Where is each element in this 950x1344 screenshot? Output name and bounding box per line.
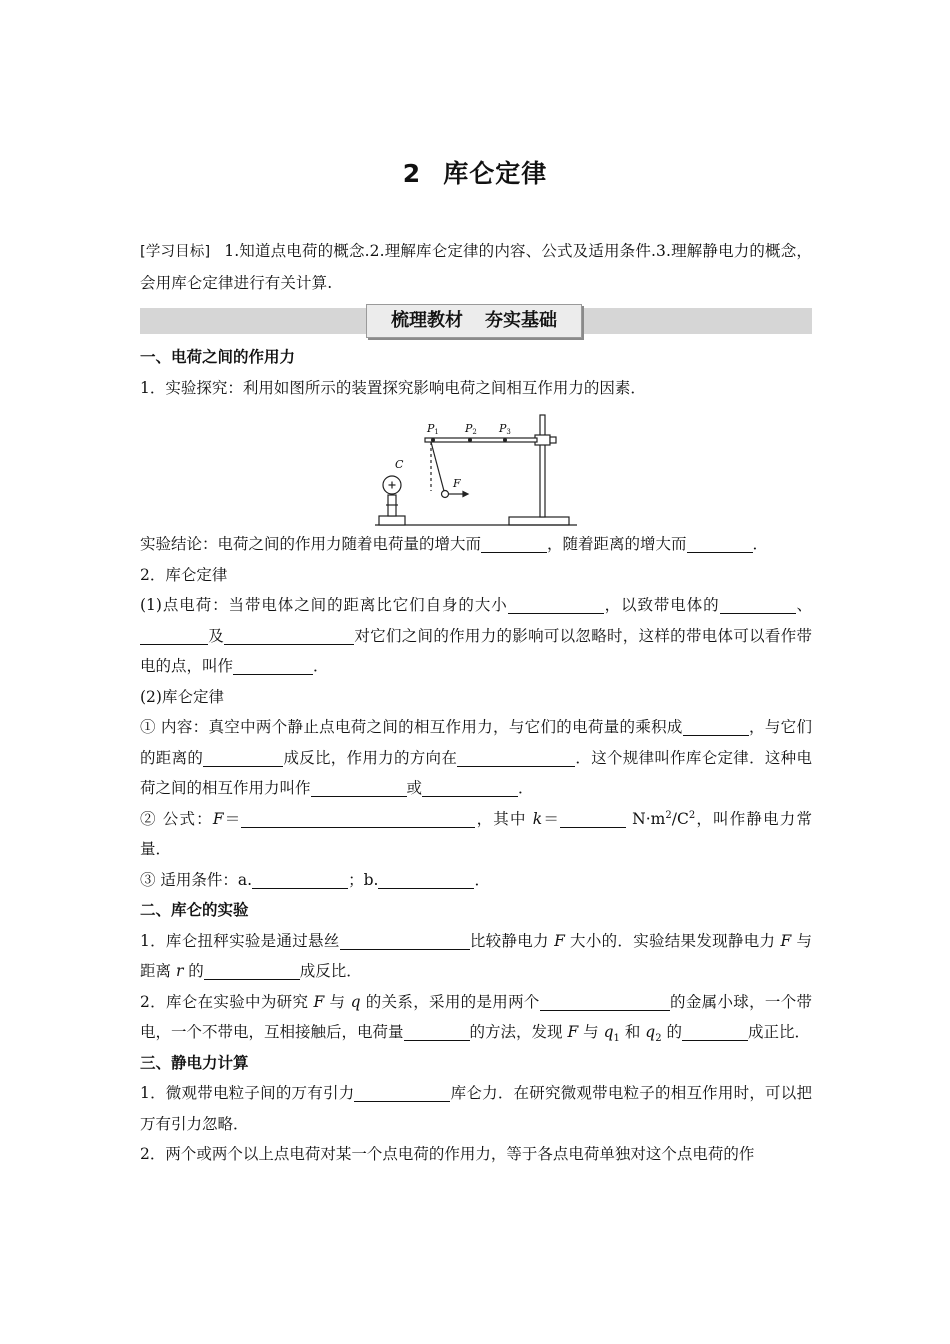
stand-rod (540, 415, 545, 517)
band-left-text: 梳理教材 (391, 309, 463, 331)
blank[interactable] (422, 778, 518, 797)
experiment-figure (371, 405, 581, 529)
gravity-item: 1．微观带电粒子间的万有引力 库仑力．在研究微观带电粒子的相互作用时，可以把万有引力忽略． (140, 1084, 812, 1133)
law-formula: ② 公式：F＝ ，其中 $k= N\cdot m^2/C^2$，叫作静电力常量． (140, 809, 812, 858)
hanging-ball (442, 491, 449, 498)
heading-2: 二、库仑的实验 (140, 901, 249, 919)
blank[interactable] (241, 809, 475, 828)
section-band (140, 308, 812, 334)
conclusion: 实验结论：电荷之间的作用力随着电荷量的增大而 ，随着距离的增大而 ． (140, 535, 769, 553)
heading-1: 一、电荷之间的作用力 (140, 348, 296, 366)
c-base (379, 516, 405, 525)
heading-3: 三、静电力计算 (140, 1053, 249, 1072)
blank[interactable] (560, 809, 626, 828)
band-right-text: 夯实基础 (485, 309, 557, 331)
blank[interactable] (540, 992, 670, 1011)
stand-clamp-knob (550, 437, 556, 443)
blank[interactable] (203, 748, 283, 767)
stand-base (509, 517, 569, 525)
content (140, 236, 812, 1170)
blank[interactable] (481, 534, 547, 553)
blank[interactable] (508, 595, 604, 614)
blank[interactable] (682, 1022, 748, 1041)
blank[interactable] (311, 778, 407, 797)
title-text: 库仑定律 (443, 159, 548, 188)
blank[interactable] (340, 931, 470, 950)
force-arrow-head (463, 492, 468, 497)
coulomb-law-subheading: (2)库仑定律 (140, 687, 224, 706)
charge-sharing-item: 2．库仑在实验中为研究 F 与 q 的关系，采用的是用两个 的金属小球，一个带电，一个不带电，互相接触后，电荷量 的方法，发现 F 与 $q_1$ 和 $q_2$ 的 成正比． (140, 992, 813, 1045)
law-conditions: ③ 适用条件：a. ；b. ． (140, 870, 490, 889)
section-band-label (366, 304, 582, 338)
blank[interactable] (687, 534, 753, 553)
superposition-item: 2．两个或两个以上点电荷对某一个点电荷的作用力，等于各点电荷单独对这个点电荷的作 (140, 1145, 755, 1163)
blank[interactable] (140, 626, 208, 645)
page-title (0, 154, 950, 190)
blank[interactable] (354, 1083, 450, 1102)
learning-objectives (140, 236, 812, 298)
law-content: ① 内容：真空中两个静止点电荷之间的相互作用力，与它们的电荷量的乘积成 ，与它们的距离的 成反比，作用力的方向在 ．这个规律叫作库仑定律．这种电荷之间的相互作用力叫作 或 ． (140, 718, 812, 797)
blank[interactable] (252, 870, 348, 889)
blank[interactable] (457, 748, 575, 767)
title-number: 2 (402, 159, 422, 188)
torsion-balance-item: 1．库仑扭秤实验是通过悬丝 比较静电力 F 大小的．实验结果发现静电力 F 与距离 r 的 成反比． (140, 931, 812, 980)
label-c: C (395, 458, 404, 471)
horizontal-bar (425, 438, 537, 442)
point-p2 (468, 438, 472, 442)
point-p1 (431, 438, 435, 442)
item-coulomb-law: 2．库仑定律 (140, 565, 228, 584)
objectives-text: 1.知道点电荷的概念.2.理解库仑定律的内容、公式及适用条件.3.理解静电力的概念，会用库仑定律进行有关计算. (140, 242, 812, 292)
label-p2: P2 (465, 422, 477, 436)
item-experiment: 1．实验探究：利用如图所示的装置探究影响电荷之间相互作用力的因素． (140, 378, 646, 397)
point-charge-paragraph: (1)点电荷：当带电体之间的距离比它们自身的大小 ，以致带电体的 、及 对它们之间的作用力的影响可以忽略时，这样的带电体可以看作带电的点，叫作 ． (140, 596, 812, 675)
blank[interactable] (233, 656, 313, 675)
blank[interactable] (404, 1022, 470, 1041)
blank[interactable] (204, 961, 300, 980)
objectives-tag: [学习目标] (140, 244, 211, 260)
label-p1: P1 (427, 422, 439, 436)
blank[interactable] (683, 717, 749, 736)
point-p3 (503, 438, 507, 442)
label-p3: P3 (499, 422, 511, 436)
blank[interactable] (378, 870, 474, 889)
blank[interactable] (224, 626, 354, 645)
blank[interactable] (720, 595, 796, 614)
suspension-string (431, 442, 444, 491)
label-f: F (453, 477, 461, 490)
